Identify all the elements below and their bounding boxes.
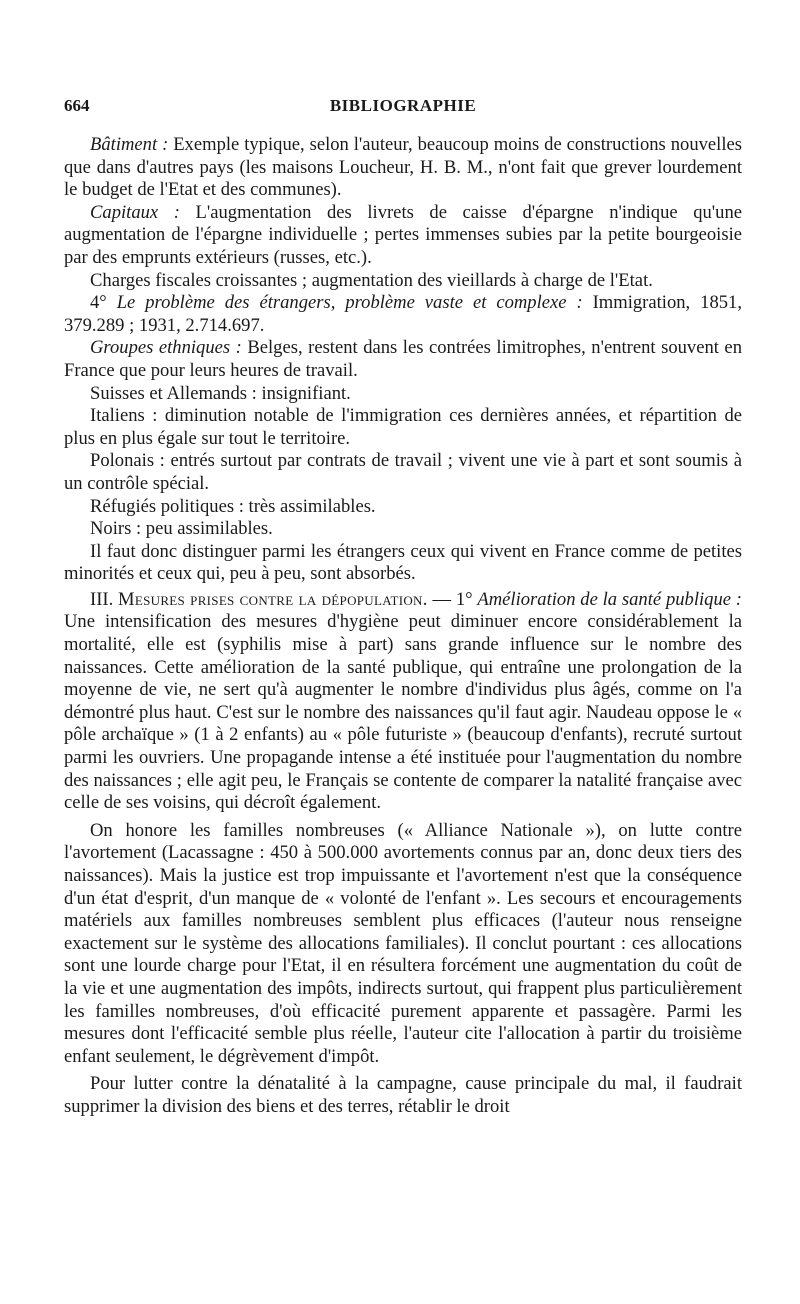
paragraph-lead: Bâtiment : — [90, 134, 169, 155]
paragraph-campagne — [64, 1073, 742, 1118]
paragraph-noirs — [64, 518, 742, 541]
section-separator: — 1° — [427, 588, 478, 610]
section-number: III. — [90, 588, 119, 610]
paragraph-lead: Amélioration de la santé publique : — [477, 588, 742, 610]
paragraph-text: Immigration, 1851, 379.289 ; 1931, 2.714.697. — [64, 292, 742, 336]
page-number: 664 — [64, 96, 90, 115]
paragraph-text: Réfugiés politiques : très assimilables. — [90, 495, 376, 517]
paragraph-text: L'augmentation des livrets de caisse d'épargne n'indique qu'une augmentation de l'épargne individuelle ; pertes immenses subies par la petite bourgeoisie par des emprunts extérieurs (russes, etc.). — [64, 201, 743, 268]
section-heading: Mesures prises contre la dépopulation. — [118, 588, 428, 610]
paragraph-suisses — [64, 383, 742, 406]
paragraph-prefix: 4° — [90, 292, 117, 314]
paragraph-italiens — [64, 405, 742, 450]
running-header — [64, 96, 742, 122]
paragraph-groupes-ethniques — [64, 337, 742, 382]
paragraph-refugies — [64, 496, 742, 519]
paragraph-etrangers — [64, 292, 742, 337]
paragraph-polonais — [64, 450, 742, 495]
paragraph-text: Il faut donc distinguer parmi les étrangers ceux qui vivent en France comme de petites minorités et ceux qui, peu à peu, sont absorbés. — [64, 540, 742, 585]
paragraph-charges-fiscales — [64, 270, 742, 293]
paragraph-conclusion-etrangers — [64, 541, 742, 586]
paragraph-text: Noirs : peu assimilables. — [90, 518, 273, 540]
paragraph-lead: Groupes ethniques : — [90, 337, 242, 359]
paragraph-familles-nombreuses — [64, 820, 742, 1069]
paragraph-capitaux — [64, 202, 742, 270]
paragraph-lead: Le problème des étrangers, problème vaste et complexe : — [116, 292, 583, 314]
paragraph-lead: Capitaux : — [90, 201, 180, 223]
paragraph-text: Charges fiscales croissantes ; augmentation des vieillards à charge de l'Etat. — [90, 269, 653, 291]
running-title: BIBLIOGRAPHIE — [329, 96, 477, 115]
paragraph-text: Polonais : entrés surtout par contrats de travail ; vivent une vie à part et sont soumis à un contrôle spécial. — [64, 450, 742, 494]
paragraph-text: Pour lutter contre la dénatalité à la campagne, cause principale du mal, il faudrait supprimer la division des biens et des terres, rétablir le droit — [64, 1073, 742, 1117]
paragraph-text: Italiens : diminution notable de l'immigration ces dernières années, et répartition de plus en plus égale sur tout le territoire. — [64, 405, 742, 449]
paragraph-text: Belges, restent dans les contrées limitrophes, n'entrent souvent en France que pour leurs heures de travail. — [64, 337, 742, 381]
paragraph-text: Exemple typique, selon l'auteur, beaucoup moins de constructions nouvelles que dans d'autres pays (les maisons Loucheur, H. B. M., n'ont fait que grever lourdement le budget de l'Etat et des communes). — [64, 134, 742, 201]
paragraph-mesures — [64, 589, 742, 815]
paragraph-text: Suisses et Allemands : insignifiant. — [90, 382, 351, 404]
paragraph-text: On honore les familles nombreuses (« Alliance Nationale »), on lutte contre l'avortement (Lacassagne : 450 à 500.000 avortements connus par an, donc deux tiers des naissances). Mais la justice est trop impuissante et l'avortement n'est que la conséquence d'un état d'esprit, d'un manque de « volonté de l'enfant ». Les secours et encouragements matériels aux familles nombreuses semblent plus efficaces (l'auteur nous renseigne exactement sur le système des allocations familiales). Il conclut pourtant : ces allocations sont une lourde charge pour l'Etat, il en résultera forcément une augmentation du coût de la vie et une augmentation des impôts, indirects surtout, qui frappent plus particulièrement les familles nombreuses, d'où efficacité purement apparente et passagère. Parmi les mesures dont l'efficacité semble plus réelle, l'auteur cite l'allocation à partir du troisième enfant seulement, le dégrèvement d'impôt. — [64, 819, 742, 1067]
paragraph-batiment — [64, 134, 742, 202]
paragraph-text: Une intensification des mesures d'hygiène peut diminuer encore considérablement la mortalité, elle est (syphilis mise à part) sans grande influence sur le nombre des naissances. Cette amélioration de la santé publique, qui entraîne une prolongation de la moyenne de vie, ne sert qu'à augmenter le nombre d'individus plus âgés, comme on l'a démontré plus haut. C'est sur le nombre des naissances qu'il faut agir. Naudeau oppose le « pôle archaïque » (1 à 2 enfants) au « pôle futuriste » (beaucoup d'enfants), recruté surtout parmi les ouvriers. Une propagande intense a été instituée pour l'augmentation du nombre des naissances ; elle agit peu, le Français se contente de comparer la natalité française avec celle de ses voisins, qui décroît également. — [64, 611, 742, 814]
body-text — [64, 134, 742, 1119]
document-page — [64, 96, 742, 1119]
